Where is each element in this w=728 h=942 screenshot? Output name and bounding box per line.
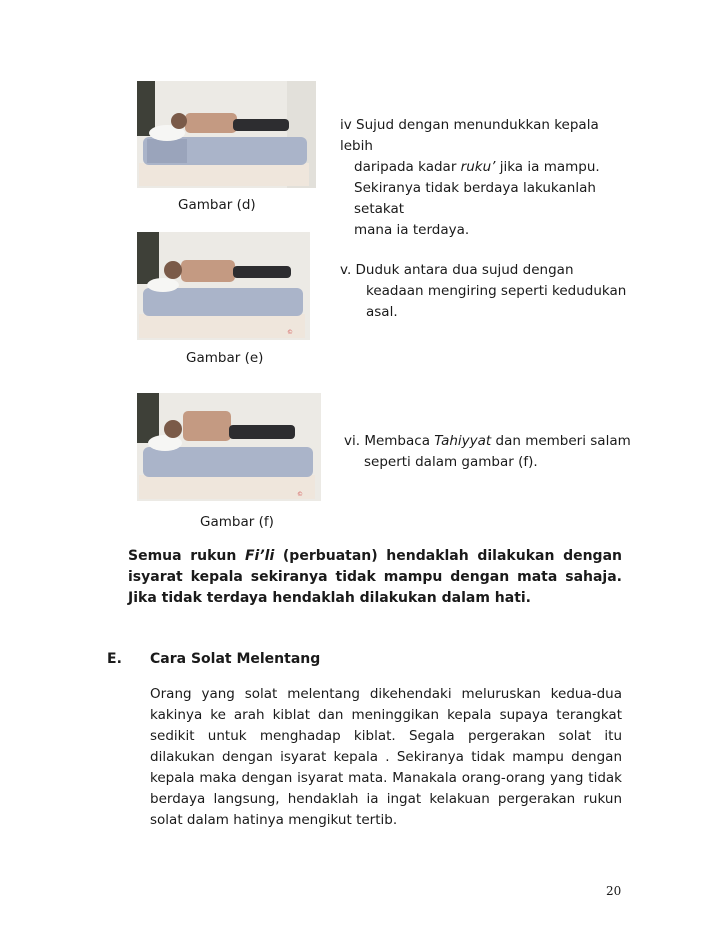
note-text: Semua rukun bbox=[128, 548, 245, 564]
section-title: Cara Solat Melentang bbox=[150, 651, 321, 667]
step-vi-line: seperti dalam gambar (f). bbox=[364, 454, 538, 470]
svg-text:©: © bbox=[287, 329, 293, 336]
step-iv-first-line: iv Sujud dengan menundukkan kepala lebih bbox=[340, 117, 599, 154]
step-vi bbox=[344, 431, 634, 473]
caption-gambar-e: Gambar (e) bbox=[186, 350, 264, 366]
note-text: (perbuatan) hendaklah dilakukan dengan isyarat kepala sekiranya tidak mampu dengan mata sahaja. Jika tidak terdaya hendaklah dilakukan dalam hati. bbox=[128, 548, 622, 606]
step-v-line: keadaan mengiring seperti kedudukan bbox=[366, 283, 627, 299]
note-italic-term: Fi’li bbox=[244, 548, 275, 564]
fili-note-paragraph bbox=[128, 546, 622, 609]
step-v-first-line: v. Duduk antara dua sujud dengan bbox=[340, 262, 574, 278]
photo-gambar-f bbox=[137, 393, 321, 501]
step-iv-line: daripada kadar ruku’ jika ia mampu. bbox=[354, 159, 600, 175]
step-iv bbox=[340, 115, 630, 241]
photo-gambar-e bbox=[137, 232, 310, 340]
step-v bbox=[340, 260, 630, 323]
caption-gambar-f: Gambar (f) bbox=[200, 514, 274, 530]
step-iv-line: mana ia terdaya. bbox=[354, 222, 470, 238]
step-v-line: asal. bbox=[366, 304, 398, 320]
step-vi-first-line: vi. Membaca Tahiyyat dan memberi salam bbox=[344, 433, 631, 449]
svg-text:©: © bbox=[297, 491, 303, 498]
photo-gambar-d bbox=[137, 81, 316, 188]
section-body-paragraph: Orang yang solat melentang dikehendaki meluruskan kedua-dua kakinya ke arah kiblat dan meninggikan kepala supaya terangkat sedikit untuk menghadap kiblat. Segala pergerakan solat itu dilakukan dengan isyarat kepala . Sekiranya tidak mampu dengan kepala maka dengan isyarat mata. Manakala orang-orang yang tidak berdaya langsung, hendaklah ia ingat kelakuan pergerakan rukun solat dalam hatinya mengikut tertib. bbox=[150, 686, 622, 828]
caption-gambar-d: Gambar (d) bbox=[178, 197, 256, 213]
section-letter: E. bbox=[107, 651, 122, 667]
step-iv-line: Sekiranya tidak berdaya lakukanlah setakat bbox=[354, 180, 596, 217]
page-number: 20 bbox=[606, 884, 622, 898]
